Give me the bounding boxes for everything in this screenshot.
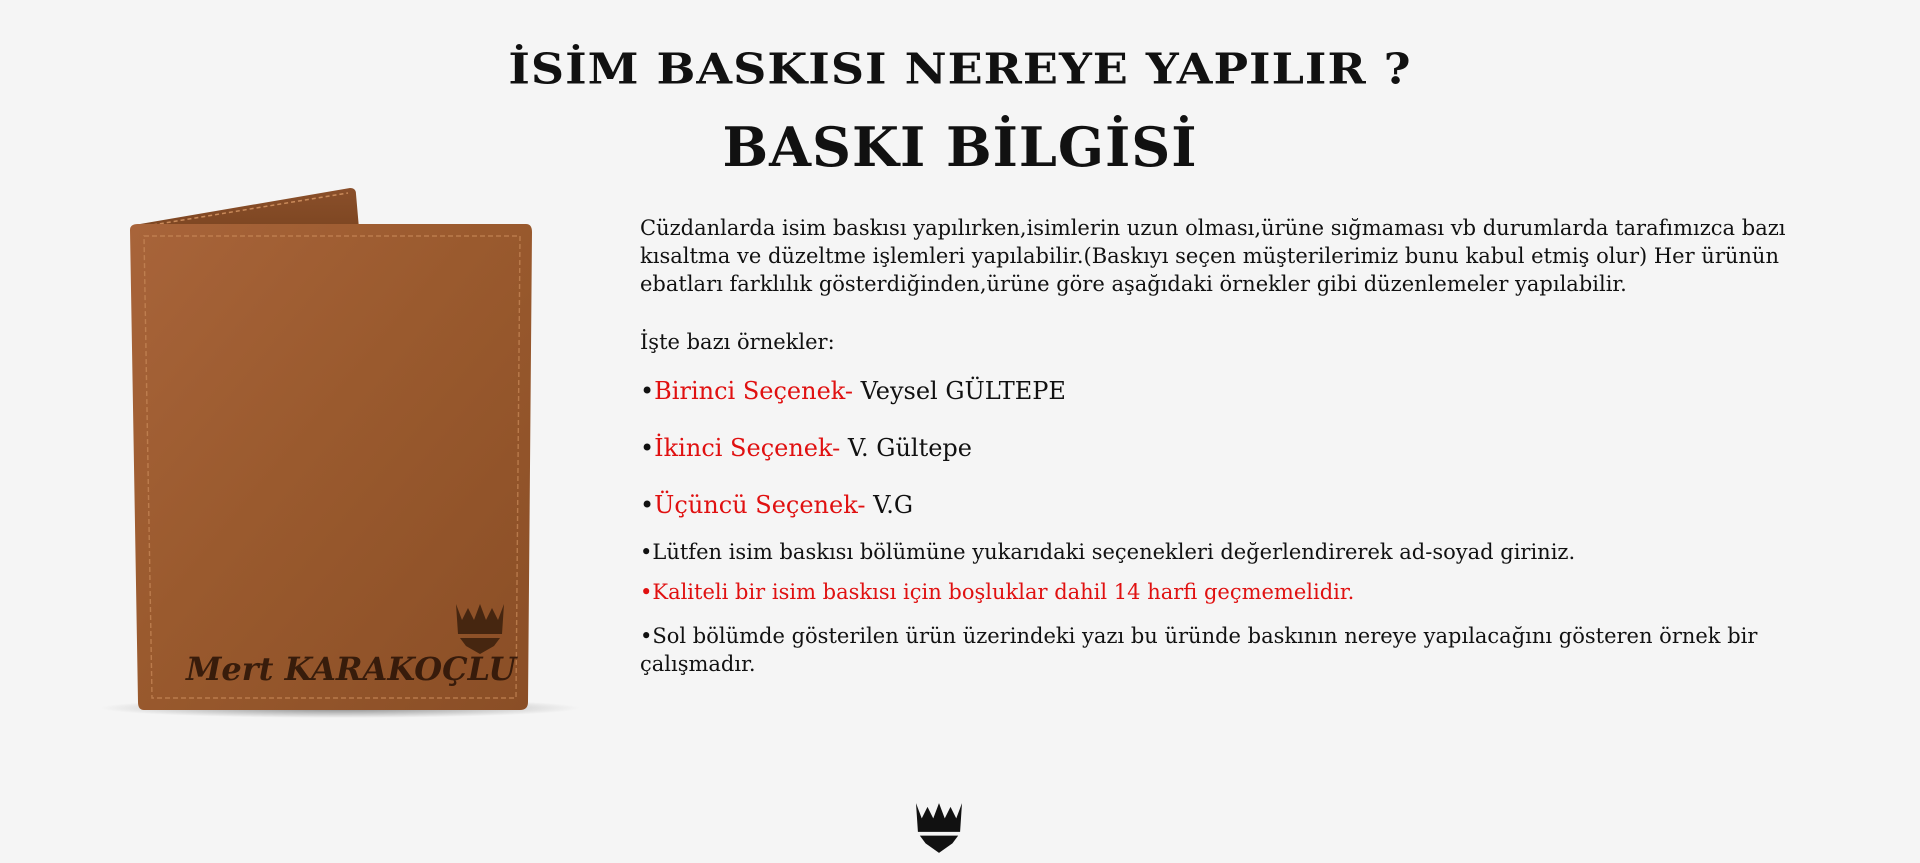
option-item-3 (640, 490, 1860, 520)
note-enter-name: •Lütfen isim baskısı bölümüne yukarıdaki seçenekleri değerlendirerek ad-soyad giriniz. (640, 540, 1576, 564)
option-label: Üçüncü Seçenek- (654, 491, 866, 519)
trident-crown-icon (916, 803, 962, 853)
engraved-name: Mert KARAKOÇLU (186, 650, 517, 688)
page-subtitle: BASKI BİLGİSİ (722, 115, 1198, 179)
warning-char-limit: •Kaliteli bir isim baskısı için boşluklar dahil 14 harfi geçmemelidir. (640, 580, 1355, 604)
examples-title: İşte bazı örnekler: (640, 330, 835, 354)
option-label: İkinci Seçenek- (654, 434, 841, 462)
note-sample-work: •Sol bölümde gösterilen ürün üzerindeki yazı bu üründe baskının nereye yapılacağını gösteren örnek bir çalışmadır. (640, 624, 1758, 676)
option-item-2 (640, 433, 1860, 463)
wallet-image (60, 180, 620, 720)
option-item-1 (640, 376, 1860, 406)
info-content (640, 214, 1860, 678)
option-bullet: • (640, 491, 655, 519)
title-line-1: İSİM BASKISI NEREYE YAPILIR ? (508, 44, 1412, 94)
option-bullet: • (640, 434, 655, 462)
option-bullet: • (640, 377, 655, 405)
option-value: V.G (865, 491, 914, 519)
wallet-front (130, 224, 532, 710)
option-value: V. Gültepe (840, 434, 972, 462)
wallet-illustration (60, 180, 620, 720)
info-paragraph: Cüzdanlarda isim baskısı yapılırken,isimlerin uzun olması,ürüne sığmaması vb durumlarda tarafımızca bazı kısaltma ve düzeltme işlemleri yapılabilir.(Baskıyı seçen müşterilerimiz bunu kabul etmiş olur) Her ürünün ebatları farklılık gösterdiğinden,ürüne göre aşağıdaki örnekler gibi düzenlemeler yapılabilir. (640, 216, 1786, 296)
page-title (0, 44, 1920, 94)
option-value: Veysel GÜLTEPE (853, 377, 1066, 405)
option-label: Birinci Seçenek- (654, 377, 853, 405)
